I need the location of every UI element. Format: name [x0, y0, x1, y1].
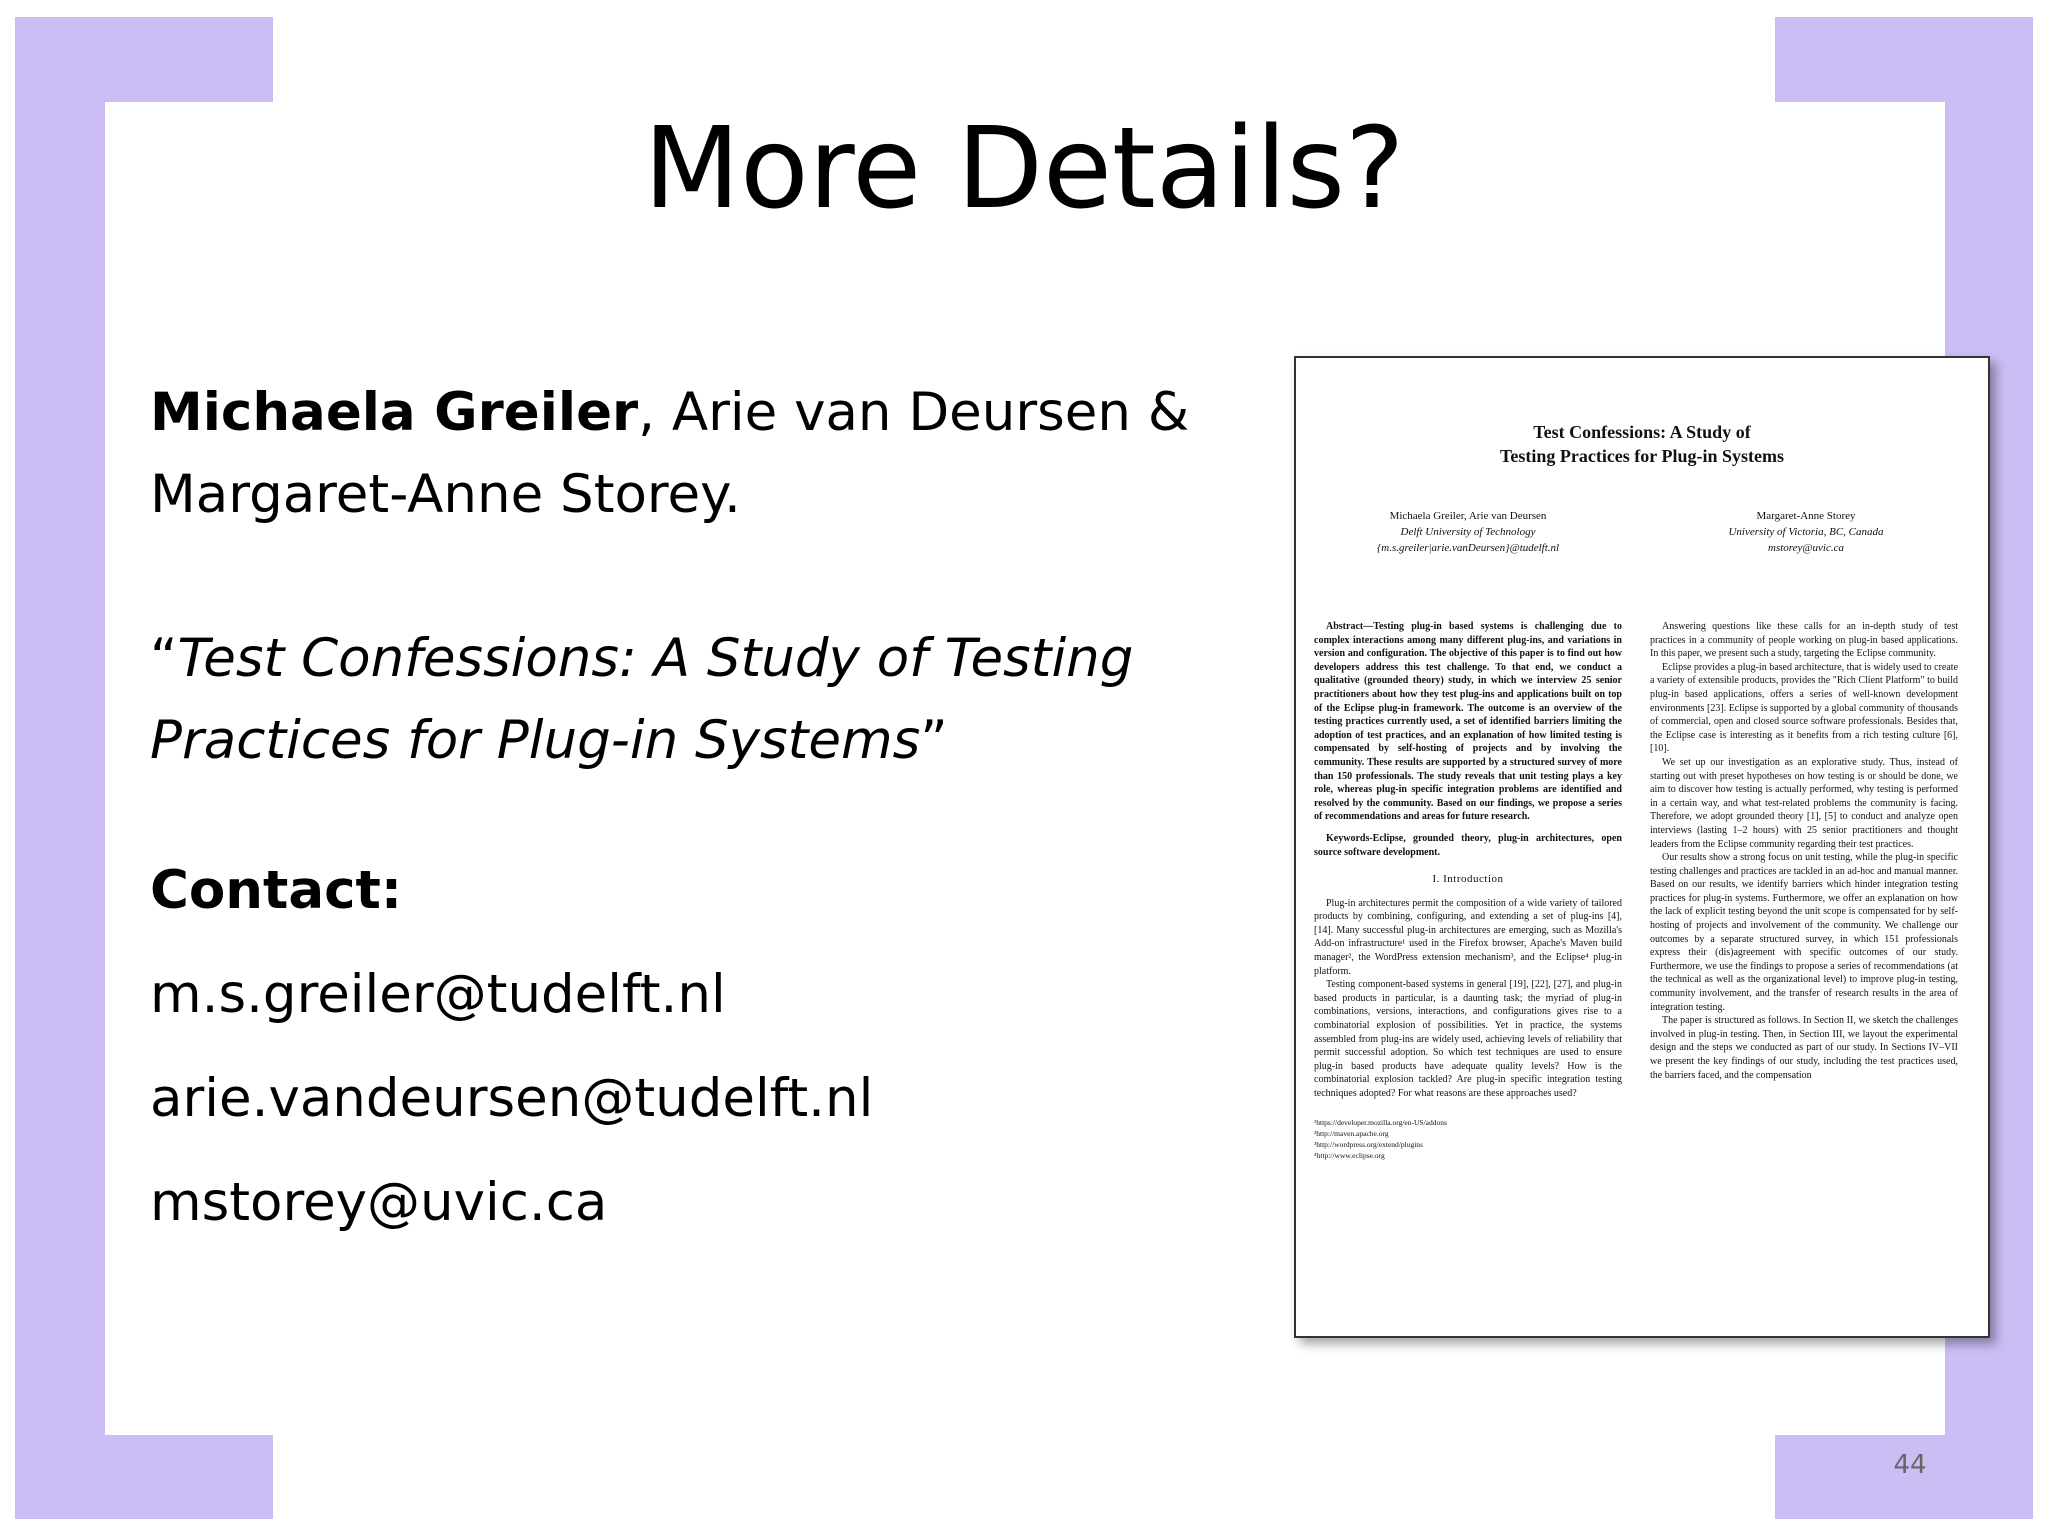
paper-right-p4: Our results show a strong focus on unit testing, while the plug-in specific testing challenges and practices are tackled in an ad-hoc and manual manner. Based on our results, we identify barriers which hinder integration testing practices for plug-in systems. Furthermore, we offer an explanation on how the lack of explicit testing beyond the unit scope is compensated for by self-hosting of projects and involvement of the community. We challenge our outcomes by a separate structured survey, in which 151 professionals express their (dis)agreement with specific outcomes of our study. Furthermore, we use the findings to propose a series of recommendations (at the technical as well as the organizational level) to improve plug-in testing, community involvement, and the transfer of research results in the area of integration testing.	[1650, 852, 1958, 1013]
email-vandeursen[interactable]: arie.vandeursen@tudelft.nl	[150, 1068, 874, 1129]
frame-bottom-left	[15, 1435, 273, 1519]
co-authors: , Arie van Deursen &	[638, 382, 1190, 443]
page-number: 44	[1893, 1450, 1927, 1480]
lead-author: Michaela Greiler	[150, 382, 639, 443]
frame-left-bar	[15, 17, 105, 1519]
contact-label: Contact:	[150, 860, 403, 921]
paper-intro-p2: Testing component-based systems in general [19], [22], [27], and plug-in based products in particular, is a daunting task; the myriad of plug-in combinations, versions, interactions, and configurations gives rise to a combinatorial explosion of possibilities. Yet in practice, the systems assembled from plug-ins are widely used, achieving levels of reliability that permit successful adoption. So which test techniques are used to ensure plug-in based products have adequate quality levels? How is the combinatorial explosion tackled? Are plug-in specific integration testing techniques adopted? For what reasons are these approaches used?	[1314, 979, 1622, 1099]
paper-left-column	[1314, 620, 1622, 1161]
authors	[150, 372, 1250, 536]
email-storey[interactable]: mstorey@uvic.ca	[150, 1172, 608, 1233]
paper-authors-right: Margaret-Anne Storey University of Victoria, BC, Canada mstorey@uvic.ca	[1728, 510, 1884, 554]
paper-title-line1: Test Confessions: A Study of Testing	[177, 628, 1134, 689]
paper-abstract: Abstract—Testing plug-in based systems is challenging due to complex interactions among many different plug-ins, and variations in version and configuration. The objective of this paper is to find out how developers address this test challenge. To that end, we conduct a qualitative (grounded theory) study, in which we interview 25 senior practitioners about how they test plug-ins and applications built on top of the Eclipse plug-in framework. The outcome is an overview of the testing practices currently used, a set of identified barriers limiting the adoption of test practices, and an explanation of how limited testing is compensated by self-hosting of projects and by involving the community. These results are supported by a structured survey of more than 150 professionals. The study reveals that unit testing plays a key role, whereas plug-in specific integration problems are identified and resolved by the community. Based on our findings, we propose a series of recommendations and areas for future research.	[1314, 621, 1622, 823]
paper-right-p1: Answering questions like these calls for an in-depth study of test practices in a community of people working on plug-in based applications. In this paper, we present such a study, targeting the Eclipse community.	[1650, 621, 1958, 660]
paper-footnotes: ¹https://developer.mozilla.org/en-US/addons ²http://maven.apache.org ³http://wordpress.org/extend/plugins ⁴http://www.eclipse.org	[1314, 1117, 1447, 1160]
paper-title: “Test Confessions: A Study of Testing Practices for Plug-in Systems”	[150, 628, 1134, 771]
paper-title-line2: Practices for Plug-in Systems	[150, 710, 921, 771]
paper-right-p3: We set up our investigation as an explorative study. Thus, instead of starting out with preset hypotheses on how testing is or should be done, we aim to discover how testing is actually performed, why testing is performed in a certain way, and what test-related problems the community is facing. Therefore, we adopt grounded theory [1], [5] to conduct and analyze open interviews (lasting 1–2 hours) with 25 senior practitioners and thought leaders from the Eclipse community regarding their test practices.	[1650, 756, 1958, 850]
slide-title: More Details?	[643, 104, 1405, 234]
paper-right-column	[1650, 620, 1958, 1082]
left-text-column	[150, 372, 1250, 1244]
paper-right-p2: Eclipse provides a plug-in based architecture, that is widely used to create a variety of extensible products, provides the "Rich Client Platform" to build plug-in based applications, offers a series of well-known development environments [23]. Eclipse is supported by a global community of thousands of commercial, open and closed source software professionals. Besides that, the Eclipse case is interesting as it benefits from a rich testing culture [6], [10].	[1650, 661, 1959, 755]
paper-keywords: Keywords-Eclipse, grounded theory, plug-in architectures, open source software development.	[1314, 832, 1622, 858]
email-greiler[interactable]: m.s.greiler@tudelft.nl	[150, 964, 726, 1025]
paper-image-title: Test Confessions: A Study of Testing Practices for Plug-in Systems	[1500, 422, 1784, 466]
paper-section-heading: I. Introduction	[1432, 873, 1504, 886]
paper-right-p5: The paper is structured as follows. In Section II, we sketch the challenges involved in plug-in testing. Then, in Section III, we layout the experimental design and the steps we conducted as part of our study. In Sections IV–VII we present the key findings of our study, including the test practices used, the barriers faced, and the compensation	[1650, 1015, 1958, 1081]
paper-authors-left: Michaela Greiler, Arie van Deursen Delft University of Technology {m.s.greiler|arie.vanDeursen}@tudelft.nl	[1376, 510, 1560, 554]
paper-intro-p1: Plug-in architectures permit the composition of a wide variety of tailored products by combining, configuring, and extending a set of plug-ins [4], [14]. Many successful plug-in architectures are emerging, such as Mozilla's Add-on infrastructure¹ used in the Firefox browser, Apache's Maven build manager², the WordPress extension mechanism³, and the Eclipse⁴ plug-in platform.	[1314, 897, 1622, 977]
co-author-line2: Margaret-Anne Storey.	[150, 464, 741, 525]
paper-first-page-image	[1294, 356, 1990, 1338]
